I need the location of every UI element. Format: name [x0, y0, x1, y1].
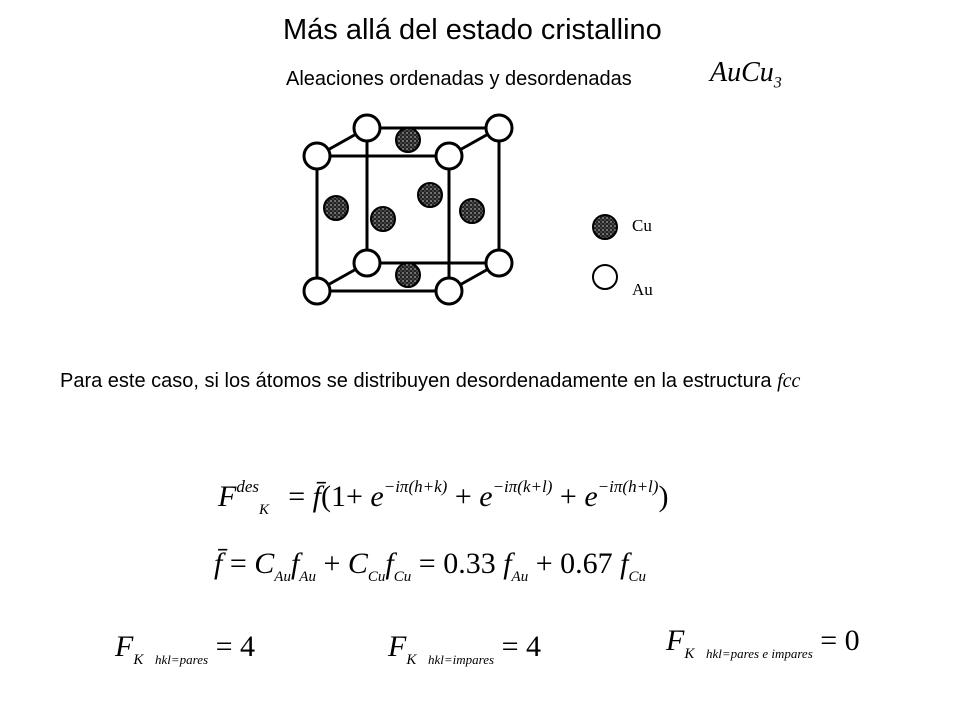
slide-title: Más allá del estado cristallino — [283, 14, 662, 46]
au-atom — [304, 143, 330, 169]
slide-subtitle: Aleaciones ordenadas y desordenadas — [286, 68, 632, 90]
au-legend-icon — [593, 265, 617, 289]
body-paragraph: Para este caso, si los átomos se distribuyen desordenadamente en la estructura fcc — [60, 370, 801, 392]
structure-factor-impares: $F_{K⃗hkl=impares} = 4$ — [388, 630, 541, 668]
au-atom — [354, 250, 380, 276]
cu-atom — [418, 183, 442, 207]
legend-label-au: Au — [632, 280, 653, 299]
cu-atom — [371, 207, 395, 231]
au-atom — [436, 278, 462, 304]
au-atom — [436, 143, 462, 169]
cu-atom — [396, 263, 420, 287]
legend-label-cu: Cu — [632, 216, 652, 235]
average-scattering-factor-equation: f̄ = $C_{Au}f_{Au} + C_{Cu}f_{Cu} = 0.33$ $f_{Au} + 0.67$ $f_{Cu}$ — [214, 547, 646, 585]
structure-factor-mixed: $F_{K⃗hkl=pares e impares} = 0$ — [666, 624, 860, 662]
au-atom — [354, 115, 380, 141]
au-atom — [304, 278, 330, 304]
fcc-unit-cell-diagram — [290, 100, 530, 320]
legend-symbols — [590, 205, 620, 305]
compound-formula: AuCu$_3$ — [710, 57, 782, 92]
cu-atom — [324, 196, 348, 220]
au-atom — [486, 250, 512, 276]
structure-factor-pares: $F_{K⃗hkl=pares} = 4$ — [115, 630, 255, 668]
au-atom — [486, 115, 512, 141]
cu-atom — [460, 199, 484, 223]
structure-factor-equation: $F^{des}_{K⃗}$ = f̄(1+ $e^{-i\pi(h+k)} + e^{-i\pi(k+l)} + e^{-i\pi(h+l)}$) — [218, 477, 669, 518]
cu-atom — [396, 128, 420, 152]
cu-legend-icon — [593, 215, 617, 239]
